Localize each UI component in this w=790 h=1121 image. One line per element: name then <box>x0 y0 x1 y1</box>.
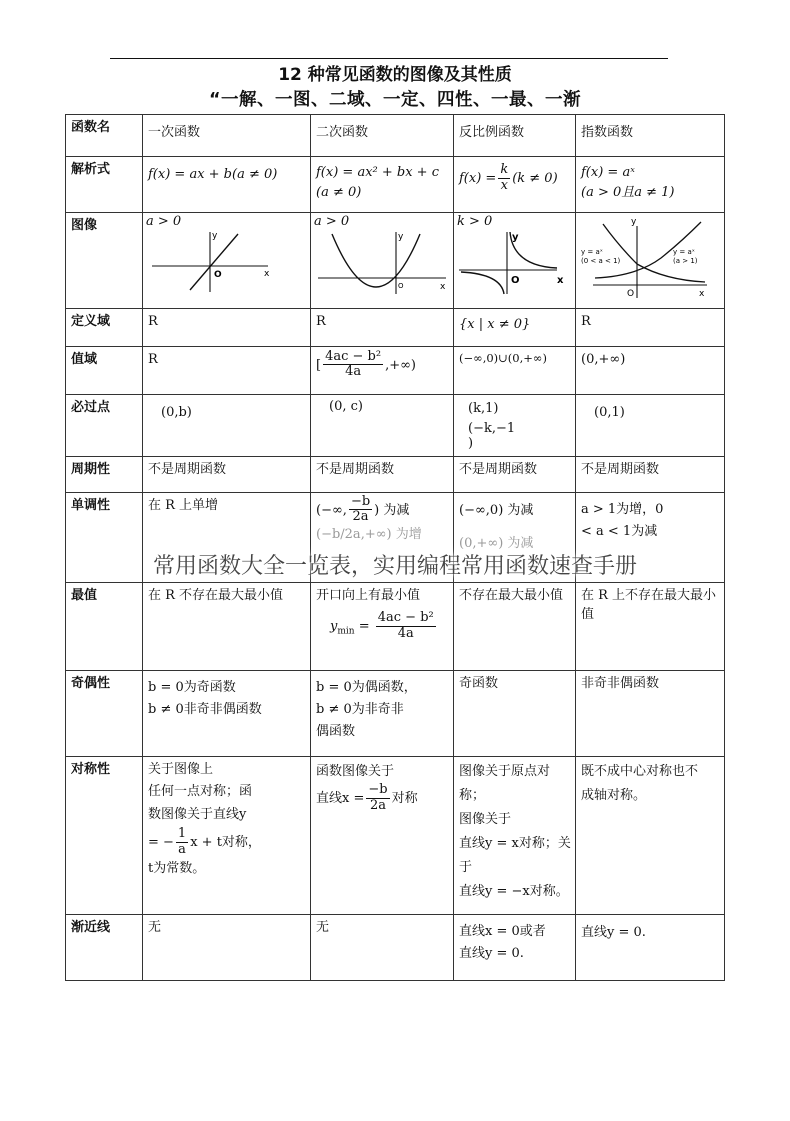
symmetry-inverse-line1: 图像关于原点对 <box>459 763 551 779</box>
symmetry-linear-denominator: a <box>178 841 186 857</box>
symmetry-quadratic-post: 对称 <box>391 791 418 807</box>
formula-inverse-numerator: k <box>500 162 509 177</box>
asymptote-linear: 无 <box>143 914 311 980</box>
exp-left-label-1: y = aˣ <box>581 248 603 256</box>
asymptote-quadratic: 无 <box>311 914 454 980</box>
symmetry-inverse-line5: 于 <box>459 859 473 875</box>
monotonic-inverse-line2: (0,+∞) 为减 <box>459 536 534 551</box>
symmetry-quadratic-line2 <box>316 783 448 814</box>
watermark-caption: 常用函数大全一览表，实用编程常用函数速查手册 <box>152 554 637 579</box>
symmetry-linear-line4 <box>148 827 305 858</box>
range-quadratic-fraction <box>323 350 383 381</box>
table-row <box>66 394 725 456</box>
row-label-point: 必过点 <box>66 394 143 456</box>
graph-linear-condition: a > 0 <box>146 214 182 229</box>
range-quadratic-pre: [ <box>316 357 322 373</box>
symmetry-quadratic-pre: 直线x = <box>316 791 365 807</box>
row-label-range: 值域 <box>66 346 143 394</box>
row-label-formula: 解析式 <box>66 157 143 213</box>
row-label-period: 周期性 <box>66 456 143 492</box>
range-exponential: (0,+∞) <box>576 346 725 394</box>
extreme-exponential: 在 R 上不存在最大最小值 <box>576 582 725 670</box>
col-header-linear: 一次函数 <box>143 115 311 157</box>
point-quadratic: (0, c) <box>311 394 454 456</box>
period-linear: 不是周期函数 <box>143 456 311 492</box>
formula-inverse-fraction <box>498 163 510 194</box>
monotonic-quadratic-line1 <box>316 495 448 526</box>
graph-inverse-plot <box>457 230 571 296</box>
symmetry-exponential-line2: 成轴对称。 <box>581 787 647 803</box>
symmetry-linear-line3: 数图像关于直线y <box>148 807 247 822</box>
graph-inverse <box>454 213 576 309</box>
parity-linear-line2: b ≠ 0非奇非偶函数 <box>148 701 262 717</box>
col-header-exponential: 指数函数 <box>576 115 725 157</box>
graph-exponential-plot <box>579 214 721 300</box>
origin-label: O <box>627 289 635 299</box>
symmetry-linear-line2: 任何一点对称；函 <box>148 784 253 800</box>
page-subtitle: “一解、一图、二域、一定、四性、一最、一渐 <box>209 90 581 110</box>
parity-quadratic <box>311 670 454 756</box>
parity-quadratic-line1: b = 0为偶函数， <box>316 679 417 695</box>
parity-inverse: 奇函数 <box>454 670 576 756</box>
table-row <box>66 914 725 980</box>
point-inverse-line1: (k,1) <box>468 400 499 416</box>
symmetry-inverse-line4: 直线y = x对称；关 <box>459 835 571 851</box>
period-inverse: 不是周期函数 <box>454 456 576 492</box>
symmetry-linear-fraction <box>176 827 188 858</box>
axis-y-label: y <box>398 231 404 242</box>
parity-linear <box>143 670 311 756</box>
graph-quadratic <box>311 213 454 309</box>
symmetry-linear-line1: 关于图像上 <box>148 761 214 777</box>
domain-inverse: {x | x ≠ 0} <box>454 308 576 346</box>
monotonic-quadratic-fraction <box>349 495 372 526</box>
symmetry-exponential-line1: 既不成中心对称也不 <box>581 763 699 779</box>
exp-right-label-1: y = aˣ <box>673 248 695 256</box>
symmetry-inverse-line6: 直线y = −x对称。 <box>459 883 569 899</box>
parity-quadratic-line3: 偶函数 <box>316 723 356 739</box>
parity-quadratic-line2: b ≠ 0为非奇非 <box>316 701 404 717</box>
extreme-linear: 在 R 不存在最大最小值 <box>143 582 311 670</box>
graph-quadratic-condition: a > 0 <box>314 214 350 229</box>
range-quadratic-denominator: 4a <box>345 364 362 380</box>
monotonic-quadratic-line2: (−b/2a,+∞) 为增 <box>316 527 422 543</box>
symmetry-exponential <box>576 756 725 914</box>
origin-label: O <box>511 274 520 286</box>
graph-linear-plot <box>146 230 306 294</box>
formula-exponential <box>576 157 725 213</box>
extreme-ymin-eq: = <box>354 618 374 634</box>
graph-linear <box>143 213 311 309</box>
axis-y-label: y <box>512 231 519 243</box>
symmetry-quadratic-line1: 函数图像关于 <box>316 763 395 779</box>
formula-quadratic-line2: (a ≠ 0) <box>316 184 362 200</box>
symmetry-inverse-line3: 图像关于 <box>459 811 512 827</box>
point-inverse <box>454 394 576 456</box>
range-linear: R <box>143 346 311 394</box>
symmetry-quadratic <box>311 756 454 914</box>
symmetry-linear-line4-post: x + t对称， <box>190 834 261 850</box>
table-row <box>66 213 725 309</box>
asymptote-exponential: 直线y = 0. <box>576 914 725 980</box>
formula-exponential-line2: (a > 0且a ≠ 1) <box>581 184 675 200</box>
graph-quadratic-plot <box>314 230 450 296</box>
period-quadratic: 不是周期函数 <box>311 456 454 492</box>
formula-quadratic <box>311 157 454 213</box>
axis-x-label: x <box>557 274 564 286</box>
extreme-quadratic-line1: 开口向上有最小值 <box>316 587 421 603</box>
range-quadratic <box>311 346 454 394</box>
asymptote-inverse-line1: 直线x = 0或者 <box>459 923 546 939</box>
monotonic-exponential-line1: a > 1为增，0 <box>581 501 664 517</box>
symmetry-linear-line5: t为常数。 <box>148 860 206 876</box>
function-table <box>65 114 725 981</box>
domain-quadratic: R <box>311 308 454 346</box>
asymptote-inverse-line2: 直线y = 0. <box>459 946 524 962</box>
title-rule <box>110 58 668 59</box>
axis-y-label: y <box>631 217 637 227</box>
extreme-ymin-sub: min <box>337 626 355 637</box>
monotonic-quadratic-denominator: 2a <box>352 509 369 525</box>
row-label-monotonic: 单调性 <box>66 492 143 582</box>
formula-inverse-denominator: x <box>500 177 508 193</box>
range-inverse: (−∞,0)∪(0,+∞) <box>454 346 576 394</box>
row-label-graph: 图像 <box>66 213 143 309</box>
exp-left-label-2: (0 < a < 1) <box>581 257 621 265</box>
extreme-quadratic-numerator: 4ac − b² <box>377 610 434 625</box>
extreme-quadratic-denominator: 4a <box>397 625 414 641</box>
axis-x-label: x <box>440 281 446 292</box>
point-inverse-line2: (−k,−1 <box>468 420 516 436</box>
table-row <box>66 308 725 346</box>
axis-x-label: x <box>264 268 270 279</box>
extreme-ymin-y: y <box>330 618 338 634</box>
symmetry-linear-line4-pre: = − <box>148 834 174 850</box>
formula-inverse-post: (k ≠ 0) <box>512 170 558 186</box>
symmetry-linear-numerator: 1 <box>177 825 187 841</box>
symmetry-quadratic-numerator: −b <box>368 782 388 798</box>
linear-curve <box>190 234 238 290</box>
formula-linear: f(x) = ax + b(a ≠ 0) <box>143 157 311 213</box>
domain-exponential: R <box>576 308 725 346</box>
extreme-quadratic-ymin <box>316 611 448 642</box>
period-exponential: 不是周期函数 <box>576 456 725 492</box>
table-row <box>66 582 725 670</box>
domain-linear: R <box>143 308 311 346</box>
symmetry-quadratic-denominator: 2a <box>369 798 386 814</box>
exp-right-label-2: (a > 1) <box>673 257 698 265</box>
parabola-curve <box>332 231 420 287</box>
graph-exponential <box>576 213 725 309</box>
table-row <box>66 157 725 213</box>
formula-inverse <box>454 157 576 213</box>
symmetry-inverse-line2: 称； <box>459 787 486 803</box>
extreme-quadratic <box>311 582 454 670</box>
extreme-inverse: 不存在最大最小值 <box>454 582 576 670</box>
row-label-asymptote: 渐近线 <box>66 914 143 980</box>
axis-y-label: y <box>212 230 218 241</box>
formula-inverse-pre: f(x) = <box>459 170 497 186</box>
table-row <box>66 670 725 756</box>
monotonic-exponential-line2: < a < 1为减 <box>581 524 658 540</box>
table-row <box>66 456 725 492</box>
origin-label: O <box>214 269 222 280</box>
monotonic-quadratic-post: ) 为减 <box>374 502 410 518</box>
row-label-domain: 定义域 <box>66 308 143 346</box>
axis-x-label: x <box>699 289 705 299</box>
page-title: 12 种常见函数的图像及其性质 <box>278 65 512 85</box>
point-inverse-line3: ) <box>468 435 474 451</box>
table-row <box>66 756 725 914</box>
monotonic-inverse-line1: (−∞,0) 为减 <box>459 502 534 518</box>
parity-linear-line1: b = 0为奇函数 <box>148 679 236 695</box>
monotonic-quadratic-numerator: −b <box>350 493 371 509</box>
symmetry-quadratic-fraction <box>366 783 389 814</box>
row-label-parity: 奇偶性 <box>66 670 143 756</box>
extreme-quadratic-fraction <box>376 611 436 642</box>
asymptote-inverse <box>454 914 576 980</box>
origin-label: O <box>398 281 404 290</box>
symmetry-inverse <box>454 756 576 914</box>
monotonic-quadratic-pre: (−∞, <box>316 502 347 518</box>
point-linear: (0,b) <box>143 394 311 456</box>
range-quadratic-post: ,+∞) <box>385 357 417 373</box>
parity-exponential: 非奇非偶函数 <box>576 670 725 756</box>
range-quadratic-numerator: 4ac − b² <box>325 348 382 364</box>
point-exponential: (0,1) <box>576 394 725 456</box>
graph-inverse-condition: k > 0 <box>457 214 493 229</box>
row-header-label: 函数名 <box>66 115 143 157</box>
row-label-extreme: 最值 <box>66 582 143 670</box>
table-row <box>66 115 725 157</box>
formula-quadratic-line1: f(x) = ax² + bx + c <box>316 165 439 180</box>
col-header-inverse: 反比例函数 <box>454 115 576 157</box>
formula-exponential-line1: f(x) = aˣ <box>581 165 635 180</box>
hyperbola-branch-left <box>461 272 504 294</box>
symmetry-linear <box>143 756 311 914</box>
row-label-symmetry: 对称性 <box>66 756 143 914</box>
table-row <box>66 346 725 394</box>
col-header-quadratic: 二次函数 <box>311 115 454 157</box>
monotonic-linear: 在 R 上单增 <box>143 492 311 582</box>
